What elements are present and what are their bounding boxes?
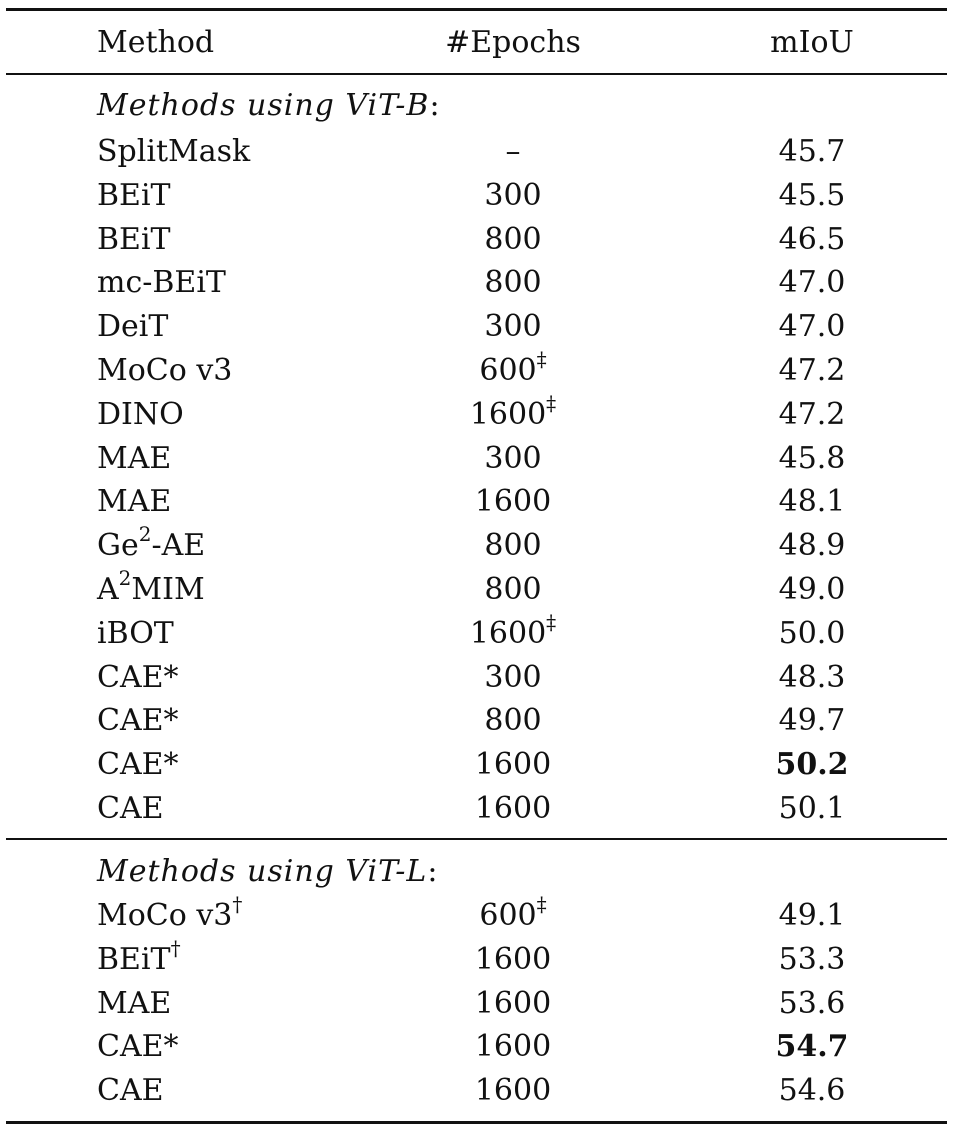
epochs-cell: [470, 612, 556, 656]
top-rule: [6, 8, 947, 11]
epochs-value: 300: [484, 441, 542, 476]
method-cell: [97, 1025, 179, 1069]
method-cell: [97, 743, 179, 787]
epochs-cell: [484, 218, 541, 262]
method-cell: [97, 568, 205, 612]
epochs-value: 1600: [474, 791, 552, 826]
epochs-cell: [484, 568, 541, 612]
method-cell: [97, 938, 181, 982]
miou-cell: 49.7: [778, 703, 846, 738]
miou-cell: 46.5: [778, 222, 846, 257]
epochs-value: 1600: [469, 616, 547, 651]
miou-cell: 50.1: [778, 791, 846, 826]
miou-cell: 50.0: [778, 616, 846, 651]
epochs-cell: [479, 349, 546, 393]
method-prefix: A: [97, 572, 119, 607]
method-cell: [97, 1069, 164, 1113]
method-cell: [97, 174, 171, 218]
method-prefix: Ge: [97, 528, 139, 563]
method-name: SplitMask: [97, 134, 251, 169]
epochs-value: 1600: [474, 1029, 552, 1064]
epochs-cell: [484, 261, 541, 305]
method-name: MIM: [131, 572, 205, 607]
method-name: MAE: [97, 484, 172, 519]
epochs-value: 800: [484, 265, 542, 300]
miou-cell: 48.1: [778, 484, 846, 519]
epochs-value: 300: [484, 178, 542, 213]
group-title: [97, 850, 438, 894]
method-name: BEiT: [97, 178, 171, 213]
group-title: [97, 84, 441, 128]
miou-cell: 49.1: [778, 898, 846, 933]
method-name: CAE: [97, 1073, 164, 1108]
epochs-value: 1600: [469, 397, 547, 432]
group-title-colon: :: [429, 88, 441, 123]
miou-cell: 50.2: [775, 747, 849, 782]
method-name: CAE*: [97, 1029, 179, 1064]
method-footnote-mark: †: [170, 936, 181, 960]
miou-cell: 47.0: [778, 309, 846, 344]
header-rule: [6, 73, 947, 75]
epochs-value: 1600: [474, 1073, 552, 1108]
epochs-footnote-mark: ‡: [546, 610, 557, 634]
epochs-footnote-mark: ‡: [536, 347, 547, 371]
method-name: MAE: [97, 441, 172, 476]
method-name: MAE: [97, 986, 172, 1021]
epochs-footnote-mark: ‡: [536, 892, 547, 916]
epochs-value: 800: [484, 222, 542, 257]
epochs-cell: [484, 437, 541, 481]
group-title-text: Methods using ViT-B: [97, 88, 430, 123]
epochs-value: 1600: [474, 942, 552, 977]
epochs-cell: [484, 524, 541, 568]
method-name: CAE*: [97, 747, 179, 782]
method-cell: [97, 305, 168, 349]
epochs-cell: [484, 656, 541, 700]
miou-cell: 49.0: [778, 572, 846, 607]
method-cell: [97, 787, 164, 831]
epochs-cell: [475, 787, 551, 831]
miou-cell: 54.7: [775, 1029, 849, 1064]
epochs-cell: [475, 982, 551, 1026]
epochs-value: 600: [479, 898, 537, 933]
method-name: MoCo v3: [97, 898, 233, 933]
epochs-cell: [479, 894, 546, 938]
method-name: iBOT: [97, 616, 174, 651]
miou-cell: 53.6: [778, 986, 846, 1021]
method-name: mc-BEiT: [97, 265, 226, 300]
epochs-cell: [475, 743, 551, 787]
method-name: DeiT: [97, 309, 169, 344]
method-name: DINO: [97, 397, 184, 432]
miou-cell: 45.5: [778, 178, 846, 213]
epochs-value: 300: [484, 309, 542, 344]
epochs-cell: [484, 174, 541, 218]
method-name: BEiT: [97, 942, 171, 977]
miou-cell: 45.8: [778, 441, 846, 476]
header-miou: mIoU: [770, 25, 854, 60]
miou-cell: 53.3: [778, 942, 846, 977]
epochs-value: 1600: [474, 986, 552, 1021]
epochs-value: 1600: [474, 484, 552, 519]
epochs-cell: [475, 1069, 551, 1113]
epochs-value: 800: [484, 528, 542, 563]
method-cell: [97, 261, 226, 305]
method-cell: [97, 218, 171, 262]
method-cell: [97, 524, 205, 568]
method-name: -AE: [151, 528, 206, 563]
epochs-value: 800: [484, 703, 542, 738]
miou-cell: 54.6: [778, 1073, 846, 1108]
epochs-cell: [475, 480, 551, 524]
method-cell: [97, 699, 179, 743]
epochs-cell: [470, 393, 556, 437]
method-name: BEiT: [97, 222, 171, 257]
epochs-value: 800: [484, 572, 542, 607]
method-name: CAE*: [97, 660, 179, 695]
epochs-value: 600: [479, 353, 537, 388]
bottom-rule: [6, 1121, 947, 1124]
method-cell: [97, 393, 184, 437]
method-footnote-mark: †: [232, 892, 243, 916]
header-method: Method: [97, 25, 215, 60]
epochs-cell: [475, 938, 551, 982]
epochs-footnote-mark: ‡: [546, 391, 557, 415]
epochs-cell: [484, 699, 541, 743]
method-cell: [97, 982, 171, 1026]
method-cell: [97, 656, 179, 700]
method-cell: [97, 130, 250, 174]
epochs-value: 300: [484, 660, 542, 695]
group-title-colon: :: [427, 854, 439, 889]
miou-cell: 48.9: [778, 528, 846, 563]
miou-cell: 45.7: [778, 134, 846, 169]
group-separator-rule: [6, 838, 947, 840]
method-name: MoCo v3: [97, 353, 233, 388]
method-cell: [97, 480, 171, 524]
epochs-cell: [484, 305, 541, 349]
group-title-text: Methods using ViT-L: [97, 854, 428, 889]
method-name: CAE*: [97, 703, 179, 738]
method-name: CAE: [97, 791, 164, 826]
miou-cell: 47.2: [778, 397, 846, 432]
miou-cell: 48.3: [778, 660, 846, 695]
method-cell: [97, 437, 171, 481]
epochs-cell: [506, 130, 521, 174]
method-cell: [97, 612, 174, 656]
miou-cell: 47.0: [778, 265, 846, 300]
method-cell: [97, 894, 242, 938]
epochs-value: 1600: [474, 747, 552, 782]
method-cell: [97, 349, 232, 393]
method-superscript-mid: 2: [138, 522, 152, 546]
miou-cell: 47.2: [778, 353, 846, 388]
epochs-cell: [475, 1025, 551, 1069]
header-epochs: #Epochs: [445, 25, 581, 60]
epochs-value: –: [505, 134, 521, 169]
method-superscript-mid: 2: [118, 566, 132, 590]
